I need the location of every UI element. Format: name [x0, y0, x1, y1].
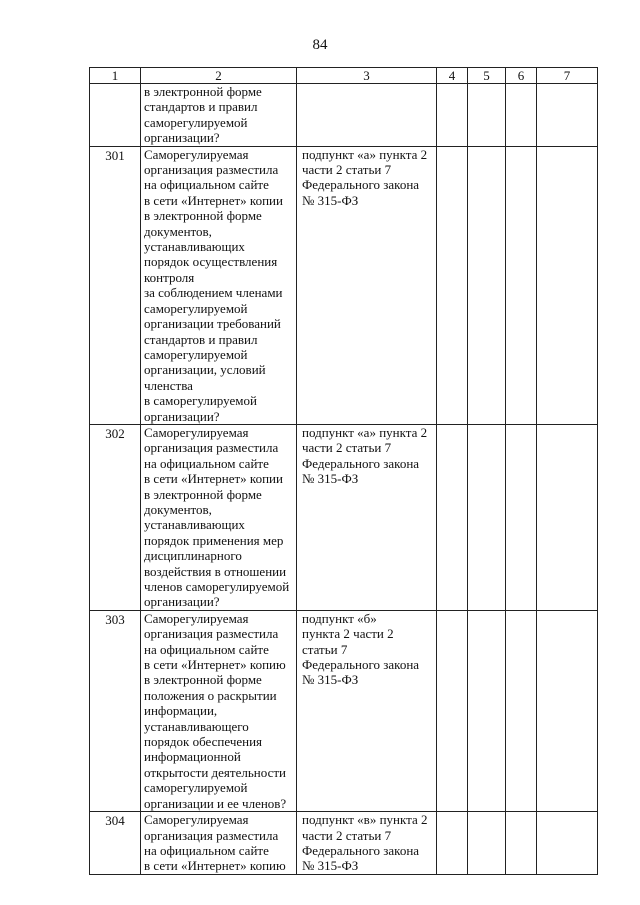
question-line: организации? [144, 130, 220, 146]
question-line: организации, условий [144, 362, 266, 378]
empty-cell [506, 84, 537, 147]
question-line: стандартов и правил [144, 331, 258, 347]
question-line: членов саморегулируемой [144, 579, 290, 594]
question-line: за соблюдением членами [144, 285, 283, 301]
question-line: саморегулируемой [144, 300, 248, 316]
reference-cell [297, 812, 437, 875]
reference-line: № 315-ФЗ [302, 858, 359, 874]
question-line: саморегулируемой [144, 780, 248, 796]
question-line: в электронной форме [144, 84, 262, 99]
question-line: организация разместила [144, 440, 279, 456]
table-header-row [90, 68, 598, 84]
empty-cell [537, 146, 598, 424]
question-line: в саморегулируемой [144, 393, 257, 409]
question-line: саморегулируемой [144, 346, 248, 362]
row-number [90, 84, 141, 147]
question-line: организации и ее членов? [144, 795, 287, 811]
reference-line: части 2 статьи 7 [302, 162, 392, 178]
question-cell [141, 812, 297, 875]
question-line: порядок применения мер [144, 532, 284, 548]
reference-cell [297, 146, 437, 424]
table-row [90, 84, 598, 147]
reference-line: № 315-ФЗ [302, 672, 359, 688]
question-line: в сети «Интернет» копию [144, 657, 286, 673]
table-row [90, 146, 598, 424]
question-line: порядок обеспечения [144, 734, 263, 750]
question-line: устанавливающих [144, 517, 245, 533]
question-line: на официальном сайте [144, 177, 269, 193]
empty-cell [468, 610, 506, 811]
column-header: 6 [506, 68, 537, 84]
reference-line: подпункт «в» пункта 2 [302, 812, 428, 828]
reference-line: № 315-ФЗ [302, 471, 359, 487]
empty-cell [506, 610, 537, 811]
empty-cell [506, 424, 537, 610]
column-header: 5 [468, 68, 506, 84]
question-line: организации? [144, 594, 220, 610]
question-line: устанавливающих [144, 239, 245, 255]
table-row [90, 812, 598, 875]
empty-cell [537, 610, 598, 811]
empty-cell [468, 146, 506, 424]
empty-cell [437, 812, 468, 875]
question-line: документов, [144, 501, 212, 517]
reference-line: Федерального закона [302, 455, 420, 471]
empty-cell [468, 84, 506, 147]
question-line: информации, [144, 703, 218, 719]
question-line: в электронной форме [144, 672, 262, 688]
row-number: 303 [90, 610, 141, 811]
question-line: на официальном сайте [144, 455, 269, 471]
empty-cell [506, 812, 537, 875]
reference-line: Федерального закона [302, 657, 420, 673]
empty-cell [437, 424, 468, 610]
reference-line: пункта 2 части 2 [302, 626, 394, 642]
question-line: в электронной форме [144, 208, 262, 224]
empty-cell [537, 424, 598, 610]
reference-line: части 2 статьи 7 [302, 440, 392, 456]
question-cell [141, 84, 297, 147]
question-line: организация разместила [144, 626, 279, 642]
reference-cell [297, 610, 437, 811]
question-line: организации требований [144, 316, 281, 332]
question-line: на официальном сайте [144, 641, 269, 657]
question-line: контроля [144, 269, 195, 285]
column-header: 4 [437, 68, 468, 84]
reference-line: Федерального закона [302, 177, 420, 193]
empty-cell [537, 812, 598, 875]
question-cell [141, 610, 297, 811]
question-line: Саморегулируемая [144, 424, 249, 440]
question-line: организация разместила [144, 162, 279, 178]
empty-cell [437, 84, 468, 147]
empty-cell [537, 84, 598, 147]
reference-line: подпункт «а» пункта 2 [302, 424, 428, 440]
reference-line: Федерального закона [302, 842, 420, 858]
question-line: открытости деятельности [144, 764, 286, 780]
question-line: воздействия в отношении [144, 563, 287, 579]
reference-line: части 2 статьи 7 [302, 827, 392, 843]
question-line: организации? [144, 408, 220, 424]
question-line: устанавливающего [144, 718, 249, 734]
question-line: информационной [144, 749, 241, 765]
question-line: Саморегулируемая [144, 610, 249, 626]
empty-cell [437, 610, 468, 811]
column-header: 2 [141, 68, 297, 84]
reference-line: статьи 7 [302, 641, 348, 657]
reference-cell [297, 424, 437, 610]
question-cell [141, 424, 297, 610]
reference-line: подпункт «а» пункта 2 [302, 146, 428, 162]
question-line: порядок осуществления [144, 254, 278, 270]
question-line: на официальном сайте [144, 842, 269, 858]
empty-cell [506, 146, 537, 424]
question-line: Саморегулируемая [144, 146, 249, 162]
empty-cell [437, 146, 468, 424]
question-line: в электронной форме [144, 486, 262, 502]
question-line: документов, [144, 223, 212, 239]
question-line: положения о раскрытии [144, 687, 277, 703]
question-line: в сети «Интернет» копии [144, 192, 283, 208]
question-line: стандартов и правил [144, 99, 258, 115]
empty-cell [468, 812, 506, 875]
row-number: 304 [90, 812, 141, 875]
question-line: дисциплинарного [144, 548, 242, 564]
column-header: 7 [537, 68, 598, 84]
question-cell [141, 146, 297, 424]
reference-line: № 315-ФЗ [302, 192, 359, 208]
question-line: организация разместила [144, 827, 279, 843]
row-number: 302 [90, 424, 141, 610]
reference-cell [297, 84, 437, 147]
question-line: в сети «Интернет» копии [144, 471, 283, 487]
column-header: 3 [297, 68, 437, 84]
page-number: 84 [312, 37, 328, 53]
checklist-table [89, 67, 598, 875]
question-line: членства [144, 377, 193, 393]
question-line: в сети «Интернет» копию [144, 858, 286, 874]
row-number: 301 [90, 146, 141, 424]
question-line: саморегулируемой [144, 114, 248, 130]
column-header: 1 [90, 68, 141, 84]
table-row [90, 424, 598, 610]
reference-line: подпункт «б» [302, 610, 377, 626]
table-row [90, 610, 598, 811]
empty-cell [468, 424, 506, 610]
question-line: Саморегулируемая [144, 812, 249, 828]
